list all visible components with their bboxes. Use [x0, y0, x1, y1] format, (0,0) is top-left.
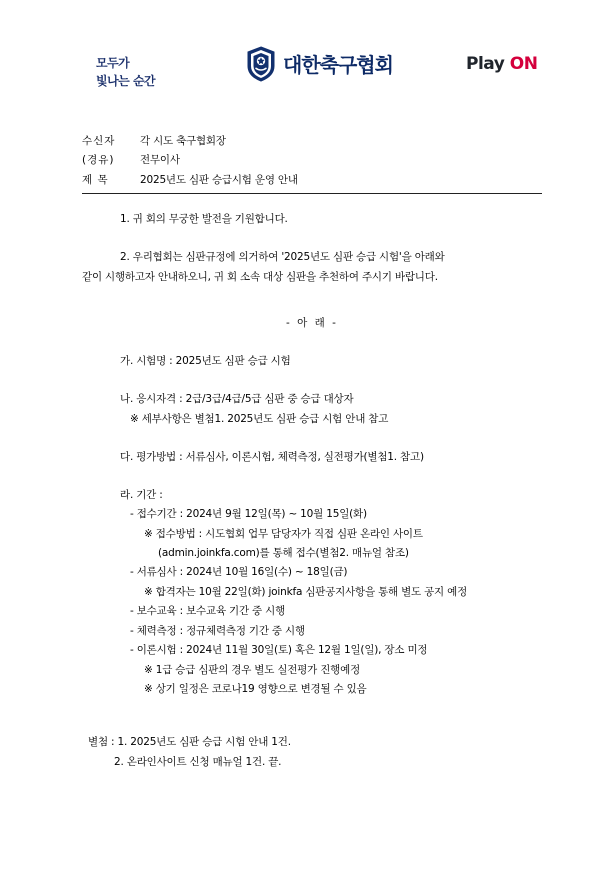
- schedule-application-period: - 접수기간 : 2024년 9월 12일(목) ~ 10월 15일(화): [130, 508, 367, 521]
- section-schedule: [82, 486, 542, 700]
- addressing-value-subject: 2025년도 심판 승급시험 운영 안내: [140, 173, 298, 186]
- document-header: [0, 46, 600, 116]
- addressing-value-via: 전무이사: [140, 154, 180, 167]
- brand-slogan-logo: [96, 54, 155, 90]
- schedule-written-test: - 이론시험 : 2024년 11월 30일(토) 혹은 12월 1일(일), 장소 미정: [130, 644, 428, 657]
- section-exam-name-title: 가. 시험명 : 2025년도 심판 승급 시험: [120, 355, 291, 368]
- section-eligibility: [82, 390, 542, 430]
- kfa-logo: [246, 46, 393, 82]
- paragraph-2-line1: 2. 우리협회는 심판규정에 의거하여 '2025년도 심판 승급 시험'을 아래와: [120, 251, 445, 264]
- ara-heading: - 아 래 -: [286, 317, 338, 330]
- kfa-logo-text: 대한축구협회: [283, 53, 393, 77]
- schedule-application-method: ※ 접수방법 : 시도협회 업무 담당자가 직접 심판 온라인 사이트: [144, 527, 423, 540]
- section-evaluation-title: 다. 평가방법 : 서류심사, 이론시험, 체력측정, 실전평가(별첨1. 참고): [120, 450, 424, 463]
- schedule-class1-note: ※ 1급 승급 심판의 경우 별도 실전평가 진행예정: [144, 663, 361, 676]
- schedule-fitness-test: - 체력측정 : 정규체력측정 기간 중 시행: [130, 624, 305, 637]
- play-on-logo: [466, 54, 537, 74]
- section-eligibility-title: 나. 응시자격 : 2급/3급/4급/5급 심판 중 승급 대상자: [120, 392, 354, 405]
- addressing-row-recipient: [82, 132, 542, 151]
- attachment-line-1: 별첨 : 1. 2025년도 심판 승급 시험 안내 1건.: [88, 736, 291, 749]
- paragraph-1: 1. 귀 회의 무궁한 발전을 기원합니다.: [120, 213, 288, 226]
- schedule-covid-note: ※ 상기 일정은 코로나19 영향으로 변경될 수 있음: [144, 682, 367, 695]
- addressing-label-recipient: 수신자: [82, 135, 116, 147]
- play-on-logo-on: ON: [509, 54, 538, 74]
- brand-slogan-line2: 빛나는 순간: [96, 74, 156, 88]
- section-exam-name: [82, 352, 542, 372]
- header-divider: [82, 193, 542, 194]
- attachment-line-2: 2. 온라인사이트 신청 매뉴얼 1건. 끝.: [114, 756, 282, 769]
- kfa-crest-icon: [246, 46, 276, 82]
- paragraph-2-line2: 같이 시행하고자 안내하오니, 귀 회 소속 대상 심판을 추천하여 주시기 바랍니다.: [82, 271, 438, 284]
- schedule-result-notice: ※ 합격자는 10월 22일(화) joinkfa 심판공지사항을 통해 별도 공지 예정: [144, 585, 468, 598]
- addressing-row-via: [82, 151, 542, 170]
- addressing-label-via: (경유): [82, 154, 115, 167]
- attachments-block: [82, 733, 542, 773]
- addressing-block: [0, 132, 600, 190]
- section-schedule-title: 라. 기간 :: [120, 488, 163, 501]
- document-body: [0, 210, 600, 773]
- section-eligibility-note: ※ 세부사항은 별첨1. 2025년도 심판 승급 시험 안내 참고: [130, 412, 389, 425]
- play-on-logo-play: Play: [466, 54, 510, 74]
- section-evaluation: [82, 448, 542, 468]
- schedule-document-review: - 서류심사 : 2024년 10월 16일(수) ~ 18일(금): [130, 566, 348, 579]
- brand-slogan-line1: 모두가: [96, 56, 130, 70]
- schedule-refresher-training: - 보수교육 : 보수교육 기간 중 시행: [130, 605, 286, 618]
- addressing-label-subject: 제 목: [82, 173, 109, 186]
- document-page: [0, 46, 600, 894]
- schedule-application-url: (admin.joinkfa.com)를 통해 접수(별첨2. 매뉴얼 참조): [158, 547, 409, 560]
- addressing-value-recipient: 각 시도 축구협회장: [140, 135, 226, 147]
- addressing-row-subject: [82, 171, 542, 190]
